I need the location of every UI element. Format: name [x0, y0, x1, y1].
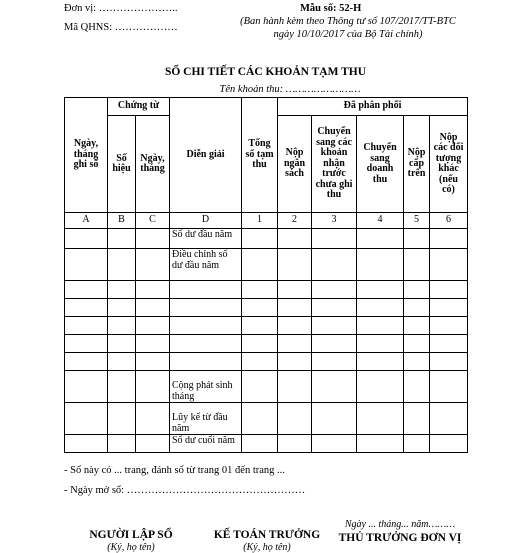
table-row: [65, 353, 468, 371]
table-row: [65, 335, 468, 353]
header-allocated-group: Đã phân phối: [278, 98, 468, 116]
col-letter: 5: [404, 213, 430, 229]
col-letter: 2: [278, 213, 312, 229]
head-title: THỦ TRƯỞNG ĐƠN VỊ: [338, 532, 462, 544]
header-total: Tổng số tạm thu: [242, 98, 278, 213]
row-label-closing: Số dư cuối năm: [170, 435, 242, 453]
col-letter: 4: [357, 213, 404, 229]
qhns-line: Mã QHNS: ………………: [64, 22, 178, 33]
table-row: [65, 299, 468, 317]
col-letter: A: [65, 213, 108, 229]
col-letter: C: [136, 213, 170, 229]
circular-line-1: (Ban hành kèm theo Thông tư số 107/2017/TT-BTC: [240, 16, 456, 27]
row-label-monthly-total: Cộng phát sinh tháng: [170, 371, 242, 403]
row-label-ytd: Lũy kế từ đầu năm: [170, 403, 242, 435]
table-row: [65, 317, 468, 335]
table-row: [65, 435, 468, 453]
col-letter: D: [170, 213, 242, 229]
form-number: Mẫu số: 52-H: [300, 3, 362, 14]
row-label-opening: Số dư đầu năm: [170, 229, 242, 249]
col-letter: 6: [430, 213, 468, 229]
table-row: [65, 249, 468, 281]
subtitle: Tên khoản thu: ……………………: [219, 84, 361, 95]
header-description: Diễn giải: [170, 98, 242, 213]
row-label-adjust: Điều chỉnh số dư đầu năm: [170, 249, 242, 281]
col-letter: 1: [242, 213, 278, 229]
header-transfer-receipts: Chuyển sang các khoản nhận trước chưa ghi thu: [312, 116, 357, 213]
header-date: Ngày, tháng ghi sổ: [65, 98, 108, 213]
col-letter: B: [108, 213, 136, 229]
table-row: [65, 229, 468, 249]
header-voucher-number: Số hiệu: [108, 116, 136, 213]
header-voucher-date: Ngày, tháng: [136, 116, 170, 213]
unit-line: Đơn vị: …………………..: [64, 3, 178, 14]
table-row: [65, 403, 468, 435]
accountant-title: KẾ TOÁN TRƯỞNG: [213, 529, 321, 541]
accountant-subtitle: (Ký, họ tên): [243, 542, 291, 553]
header-other: Nộp các đối tượng khác (nếu có): [430, 116, 468, 213]
header-superior: Nộp cấp trên: [404, 116, 430, 213]
signature-date-line: Ngày ... tháng... năm………: [344, 519, 456, 530]
col-letter: 3: [312, 213, 357, 229]
ledger-table: [64, 97, 468, 453]
page-title: SỔ CHI TIẾT CÁC KHOẢN TẠM THU: [164, 66, 367, 78]
table-row: [65, 371, 468, 403]
circular-line-2: ngày 10/10/2017 của Bộ Tài chính): [273, 29, 423, 40]
table-row: [65, 281, 468, 299]
preparer-title: NGƯỜI LẬP SỔ: [89, 529, 173, 541]
letter-row: [65, 213, 468, 229]
note-opened: - Ngày mở sổ: ……………………………………………: [64, 485, 306, 496]
header-transfer-revenue: Chuyển sang doanh thu: [357, 116, 404, 213]
header-voucher-group: Chứng từ: [108, 98, 170, 116]
header-budget: Nộp ngân sách: [278, 116, 312, 213]
preparer-subtitle: (Ký, họ tên): [107, 542, 155, 553]
note-pages: - Sổ này có ... trang, đánh số từ trang 01 đến trang ...: [64, 465, 285, 476]
